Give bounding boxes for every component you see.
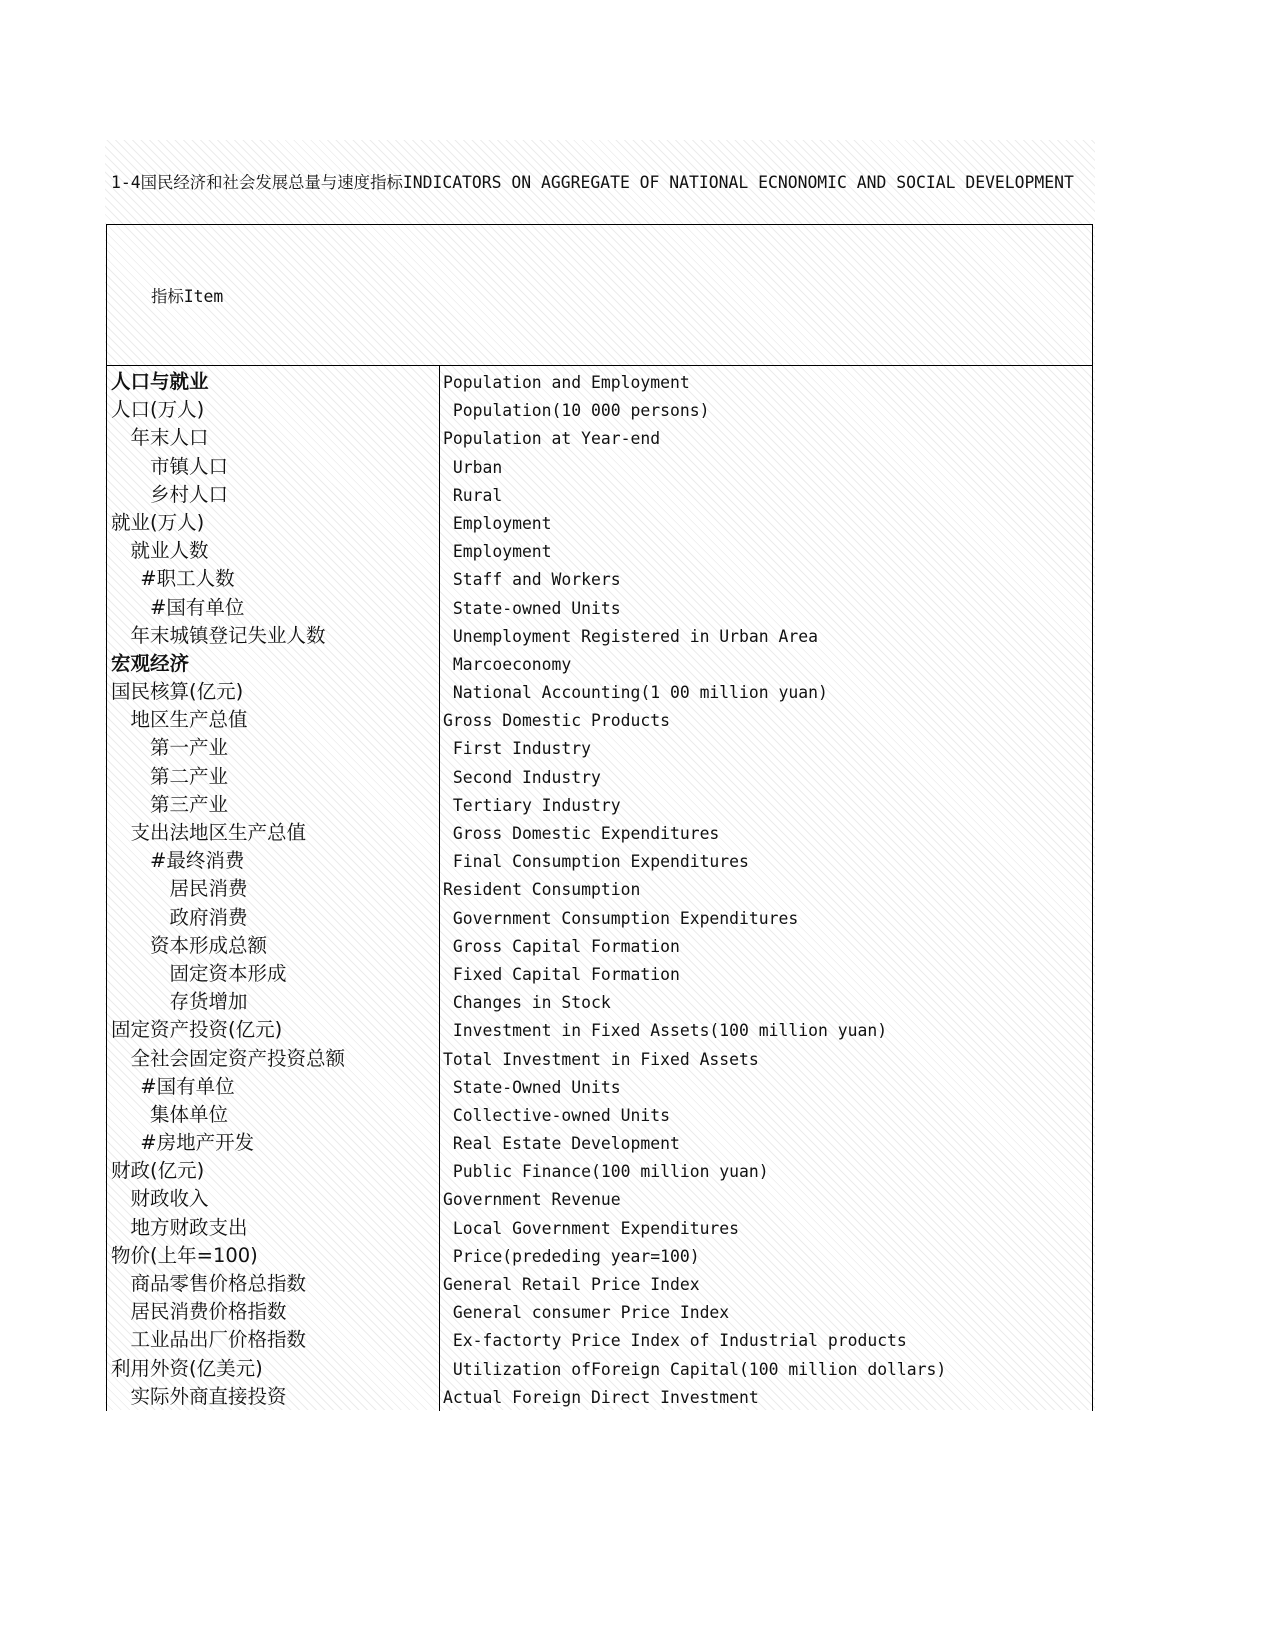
table-row (107, 537, 1092, 565)
table-row (107, 734, 1092, 762)
table-row (107, 1355, 1092, 1383)
item-name-cn: 居民消费价格指数 (111, 1300, 287, 1324)
item-name-cn: 年末人口 (111, 426, 209, 450)
item-name-en: Resident Consumption (443, 880, 641, 900)
item-name-cn: #职工人数 (111, 567, 235, 591)
item-name-en: Fixed Capital Formation (443, 964, 680, 984)
table-row (107, 847, 1092, 875)
table-row (107, 819, 1092, 847)
item-name-cn: 居民消费 (111, 877, 248, 901)
item-name-en: Gross Capital Formation (443, 936, 680, 956)
table-row (107, 678, 1092, 706)
item-name-en: Population at Year-end (443, 429, 661, 449)
item-name-cn: 商品零售价格总指数 (111, 1272, 307, 1295)
table-row (107, 904, 1092, 932)
table-row (107, 960, 1092, 988)
table-row (107, 594, 1092, 622)
item-name-en: Ex-factorty Price Index of Industrial products (443, 1331, 907, 1351)
item-name-en: Staff and Workers (443, 570, 621, 590)
table-row (107, 622, 1092, 650)
table-row (107, 1242, 1092, 1270)
item-name-en: Changes in Stock (443, 993, 611, 1013)
item-name-cn: 第三产业 (111, 792, 229, 816)
item-name-cn: 人口(万人) (111, 398, 205, 422)
item-name-en: Local Government Expenditures (443, 1218, 740, 1238)
table-row (107, 1383, 1092, 1411)
item-name-cn: 物价(上年=100) (111, 1243, 258, 1267)
item-name-en: Unemployment Registered in Urban Area (443, 626, 818, 646)
table-row (107, 453, 1092, 481)
table-row (107, 988, 1092, 1016)
table-title: 1-4国民经济和社会发展总量与速度指标INDICATORS ON AGGREGATE OF NATIONAL ECNONOMIC AND SOCIAL DEVELOPMENT (111, 173, 1074, 192)
item-name-cn: 固定资本形成 (111, 961, 287, 985)
table-row (107, 424, 1092, 452)
item-name-cn: 第一产业 (111, 736, 229, 760)
table-row (107, 1101, 1092, 1129)
table-row (107, 1214, 1092, 1242)
item-name-en: Gross Domestic Expenditures (443, 824, 720, 843)
item-name-en: Government Consumption Expenditures (443, 908, 799, 928)
item-name-cn: 全社会固定资产投资总额 (111, 1046, 346, 1070)
item-name-en: General Retail Price Index (443, 1275, 700, 1294)
table-header (107, 225, 1092, 366)
item-name-cn: 集体单位 (111, 1102, 229, 1126)
item-name-en: First Industry (443, 739, 592, 759)
item-name-cn: 资本形成总额 (111, 933, 268, 957)
item-name-en: State-owned Units (443, 598, 621, 618)
item-name-cn: 第二产业 (111, 764, 229, 788)
table-row (107, 706, 1092, 734)
item-name-cn: 财政收入 (111, 1187, 209, 1211)
table-row (107, 650, 1092, 678)
item-name-cn: 工业品出厂价格指数 (111, 1328, 307, 1352)
item-name-cn: #最终消费 (111, 849, 245, 873)
section-heading-cn: 人口与就业 (111, 370, 209, 393)
indicator-table (106, 224, 1093, 1411)
item-name-en: Government Revenue (443, 1190, 621, 1210)
item-name-cn: 支出法地区生产总值 (111, 821, 307, 844)
table-row (107, 1326, 1092, 1354)
table-row (107, 791, 1092, 819)
item-name-en: State-Owned Units (443, 1077, 621, 1097)
item-name-en: Rural (443, 485, 503, 505)
item-name-en: Real Estate Development (443, 1134, 680, 1154)
item-name-en: Population(10 000 persons) (443, 401, 710, 421)
item-name-cn: 财政(亿元) (111, 1159, 205, 1183)
item-name-en: Total Investment in Fixed Assets (443, 1049, 759, 1069)
item-name-en: Gross Domestic Products (443, 711, 670, 731)
section-heading-cn: 宏观经济 (111, 651, 190, 675)
item-name-cn: 乡村人口 (111, 482, 229, 506)
item-name-cn: 固定资产投资(亿元) (111, 1018, 283, 1042)
table-row (107, 1045, 1092, 1073)
table-row (107, 1157, 1092, 1185)
item-name-cn: 政府消费 (111, 905, 248, 929)
table-row (107, 1298, 1092, 1326)
table-row (107, 1270, 1092, 1298)
table-row (107, 368, 1092, 396)
item-name-cn: #国有单位 (111, 595, 245, 619)
table-row (107, 1185, 1092, 1213)
item-name-cn: 地区生产总值 (111, 708, 248, 732)
item-name-cn: #房地产开发 (111, 1131, 255, 1155)
table-row (107, 1129, 1092, 1157)
item-name-en: Employment (443, 542, 552, 562)
item-name-cn: 存货增加 (111, 990, 248, 1014)
item-name-en: National Accounting(1 00 million yuan) (443, 683, 828, 703)
table-row (107, 396, 1092, 424)
item-name-cn: 实际外商直接投资 (111, 1384, 287, 1408)
table-row (107, 932, 1092, 960)
item-name-cn: #国有单位 (111, 1074, 235, 1098)
header-item-label: 指标Item (151, 287, 224, 306)
item-name-cn: 国民核算(亿元) (111, 680, 244, 704)
item-name-en: Investment in Fixed Assets(100 million yuan) (443, 1021, 888, 1041)
item-name-cn: 年末城镇登记失业人数 (111, 623, 326, 647)
item-name-en: Employment (443, 513, 552, 533)
item-name-en: Second Industry (443, 767, 601, 787)
item-name-cn: 地方财政支出 (111, 1215, 248, 1239)
item-name-en: Actual Foreign Direct Investment (443, 1387, 759, 1407)
table-row (107, 1016, 1092, 1044)
item-name-en: Tertiary Industry (443, 795, 621, 815)
table-row (107, 565, 1092, 593)
item-name-cn: 利用外资(亿美元) (111, 1356, 263, 1380)
item-name-en: Marcoeconomy (443, 654, 572, 674)
table-row (107, 509, 1092, 537)
table-row (107, 763, 1092, 791)
item-name-cn: 就业(万人) (111, 510, 205, 534)
item-name-en: Utilization ofForeign Capital(100 million dollars) (443, 1359, 947, 1379)
table-row (107, 1073, 1092, 1101)
item-name-cn: 就业人数 (111, 539, 209, 563)
item-name-en: Final Consumption Expenditures (443, 852, 749, 872)
item-name-en: Price(prededing year=100) (443, 1246, 700, 1266)
item-name-en: Collective-owned Units (443, 1105, 670, 1125)
item-name-en: Urban (443, 457, 503, 477)
item-name-en: Public Finance(100 million yuan) (443, 1162, 769, 1182)
table-row (107, 875, 1092, 903)
item-name-en: General consumer Price Index (443, 1303, 730, 1323)
table-body (107, 368, 1092, 1411)
item-name-cn: 市镇人口 (111, 454, 229, 478)
item-name-en: Population and Employment (443, 373, 690, 392)
table-row (107, 481, 1092, 509)
